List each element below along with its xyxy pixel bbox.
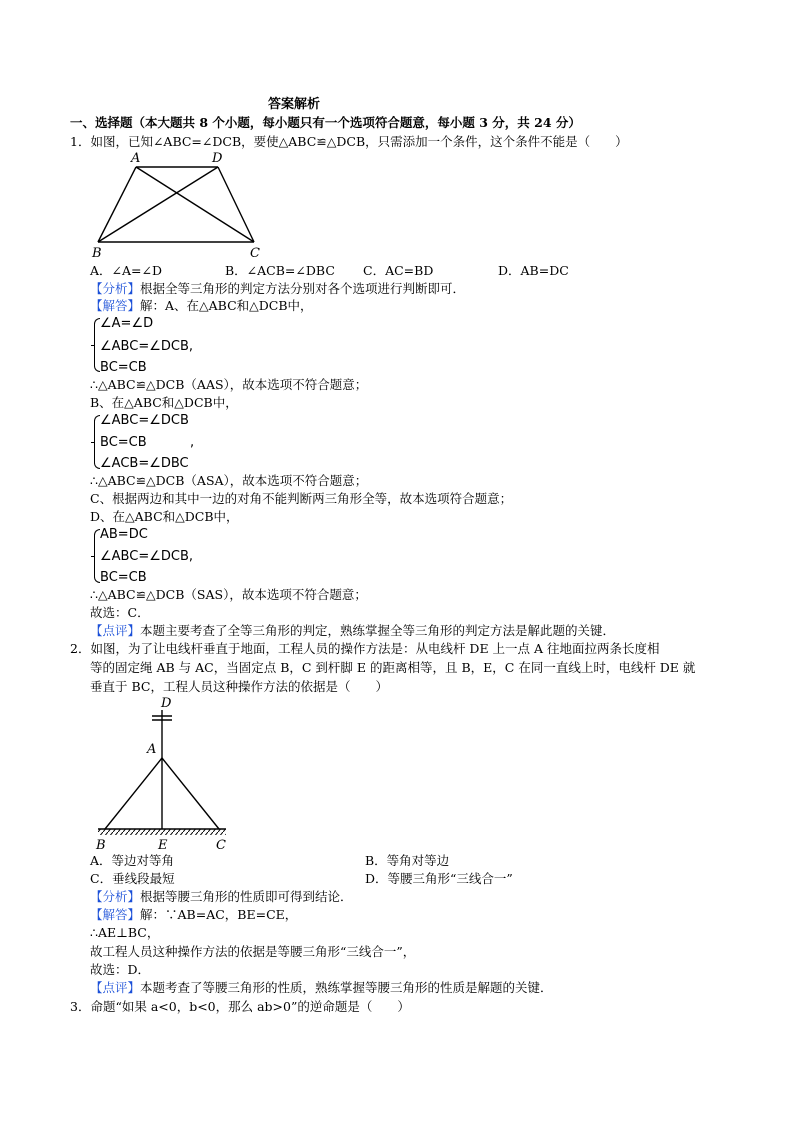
q2-answer-line1: 【解答】解：∵AB=AC，BE=CE， — [90, 907, 298, 922]
sys-d-line3: BC=CB — [100, 570, 147, 585]
q2-analysis: 【分析】根据等腰三角形的性质即可得到结论． — [90, 889, 353, 904]
q1-label-b: B — [92, 246, 102, 260]
q1-stem: 1．如图，已知∠ABC=∠DCB，要使△ABC≌△DCB，只需添加一个条件，这个条件不能是（ ） — [70, 134, 628, 149]
q3-stem: 3．命题“如果 a<0，b<0，那么 ab>0”的逆命题是（ ） — [70, 999, 410, 1014]
doc-title: 答案解析 — [268, 97, 321, 112]
ground-hatch — [98, 829, 226, 835]
q1-line-c: C、根据两边和其中一边的对角不能判断两三角形全等，故本选项符合题意； — [90, 491, 513, 506]
q1-label-d: D — [212, 151, 223, 166]
answer-tag: 【解答】 — [90, 298, 141, 313]
q2-figure — [88, 694, 248, 854]
q1-choice: 故选：C． — [90, 605, 150, 620]
q1-intro-b: B、在△ABC和△DCB中， — [90, 395, 238, 410]
q1-figure — [88, 150, 278, 260]
sys-d-line1: AB=DC — [100, 527, 148, 542]
q1-option-a: A．∠A=∠D — [90, 263, 162, 278]
q2-option-b: B．等角对等边 — [365, 853, 450, 868]
q2-comment: 【点评】本题考查了等腰三角形的性质，熟练掌握等腰三角形的性质是解题的关键． — [90, 980, 553, 995]
q1-label-c: C — [250, 246, 260, 260]
q1-line-db — [98, 167, 218, 242]
sys-a-line1: ∠A=∠D — [100, 316, 154, 331]
q1-intro-d: D、在△ABC和△DCB中， — [90, 509, 239, 524]
sys-a-line3: BC=CB — [100, 360, 147, 375]
rope-ac — [162, 758, 219, 829]
q1-option-b: B．∠ACB=∠DBC — [225, 263, 335, 278]
comment-tag: 【点评】 — [90, 623, 141, 638]
q2-stem-line2: 等的固定绳 AB 与 AC，当固定点 B，C 到杆脚 E 的距离相等，且 B，E，C 在同一直线上时，电线杆 DE 就 — [90, 660, 696, 675]
sys-b-line2: BC=CB — [100, 435, 147, 450]
q2-option-d: D．等腰三角形“三线合一” — [365, 871, 513, 886]
q2-option-a: A．等边对等角 — [90, 853, 175, 868]
q1-analysis: 【分析】根据全等三角形的判定方法分别对各个选项进行判断即可． — [90, 281, 466, 296]
sys-d-line2: ∠ABC=∠DCB, — [100, 549, 193, 564]
q1-option-d: D．AB=DC — [498, 263, 569, 278]
section-heading: 一、选择题（本大题共 8 个小题，每小题只有一个选项符合题意，每小题 3 分，共 24 分） — [70, 115, 581, 130]
comment-tag: 【点评】 — [90, 980, 141, 995]
sys-b-comma: , — [190, 435, 195, 450]
q2-choice: 故选：D． — [90, 962, 151, 977]
q2-label-e: E — [158, 838, 168, 853]
sys-a-line2: ∠ABC=∠DCB, — [100, 339, 193, 354]
q2-answer-line3: 故工程人员这种操作方法的依据是等腰三角形“三线合一”， — [90, 944, 416, 959]
q1-answer-intro: 【解答】解：A、在△ABC和△DCB中， — [90, 298, 313, 313]
analysis-tag: 【分析】 — [90, 281, 141, 296]
q1-conclusion-a: ∴△ABC≌△DCB（AAS），故本选项不符合题意； — [90, 377, 368, 392]
q1-conclusion-b: ∴△ABC≌△DCB（ASA），故本选项不符合题意； — [90, 473, 368, 488]
sys-b-line1: ∠ABC=∠DCB — [100, 413, 189, 428]
q2-label-c: C — [216, 838, 226, 853]
q1-comment: 【点评】本题主要考查了全等三角形的判定，熟练掌握全等三角形的判定方法是解此题的关键． — [90, 623, 616, 638]
q2-label-d: D — [161, 696, 172, 711]
q2-label-a: A — [147, 742, 157, 757]
q2-stem-line1: 2．如图，为了让电线杆垂直于地面，工程人员的操作方法是：从电线杆 DE 上一点 A 往地面拉两条长度相 — [70, 641, 660, 656]
q1-option-c: C．AC=BD — [363, 263, 434, 278]
q1-conclusion-d: ∴△ABC≌△DCB（SAS），故本选项不符合题意； — [90, 587, 367, 602]
answer-tag: 【解答】 — [90, 907, 141, 922]
q2-label-b: B — [96, 838, 106, 853]
q2-stem-line3: 垂直于 BC，工程人员这种操作方法的依据是（ ） — [90, 679, 388, 694]
sys-b-line3: ∠ACB=∠DBC — [100, 456, 189, 471]
q2-answer-line2: ∴AE⊥BC， — [90, 925, 160, 940]
q2-option-c: C．垂线段最短 — [90, 871, 175, 886]
rope-ab — [105, 758, 162, 829]
analysis-tag: 【分析】 — [90, 889, 141, 904]
q1-label-a: A — [131, 151, 141, 166]
